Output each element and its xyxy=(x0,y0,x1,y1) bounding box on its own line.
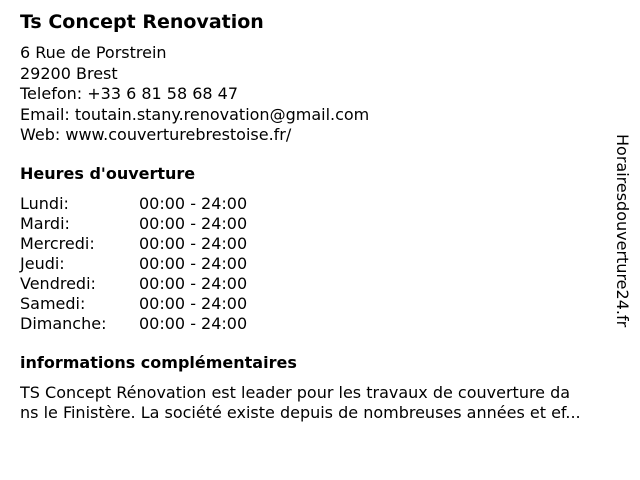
site-watermark: Horairesdouverture24.fr xyxy=(613,134,632,328)
time-range: 00:00 - 24:00 xyxy=(139,194,248,213)
address-city: 29200 Brest xyxy=(20,63,118,83)
website: Web: www.couverturebrestoise.fr/ xyxy=(20,125,292,144)
day-label: Lundi: xyxy=(20,194,69,213)
day-label: Mardi: xyxy=(20,214,70,233)
contact-block xyxy=(20,43,369,146)
address-street: 6 Rue de Porstrein xyxy=(20,43,167,62)
time-range: 00:00 - 24:00 xyxy=(139,294,248,313)
business-name: Ts Concept Renovation xyxy=(20,11,264,33)
info-line: ns le Finistère. La société existe depuis de nombreuses années et ef... xyxy=(20,403,581,422)
phone: Telefon: +33 6 81 58 68 47 xyxy=(20,84,239,103)
time-range: 00:00 - 24:00 xyxy=(139,314,248,333)
day-label: Samedi: xyxy=(20,294,86,313)
day-label: Vendredi: xyxy=(20,274,96,293)
info-description xyxy=(20,383,632,423)
time-range: 00:00 - 24:00 xyxy=(139,234,248,253)
day-label: Mercredi: xyxy=(20,234,95,253)
info-line: TS Concept Rénovation est leader pour les travaux de couverture da xyxy=(20,383,571,402)
email: Email: toutain.stany.renovation@gmail.com xyxy=(20,104,370,124)
time-range: 00:00 - 24:00 xyxy=(139,254,248,273)
time-range: 00:00 - 24:00 xyxy=(139,274,248,293)
time-range: 00:00 - 24:00 xyxy=(139,214,248,233)
info-heading: informations complémentaires xyxy=(20,353,297,372)
day-label: Dimanche: xyxy=(20,314,107,333)
hours-heading: Heures d'ouverture xyxy=(20,164,196,183)
day-label: Jeudi: xyxy=(20,254,65,273)
